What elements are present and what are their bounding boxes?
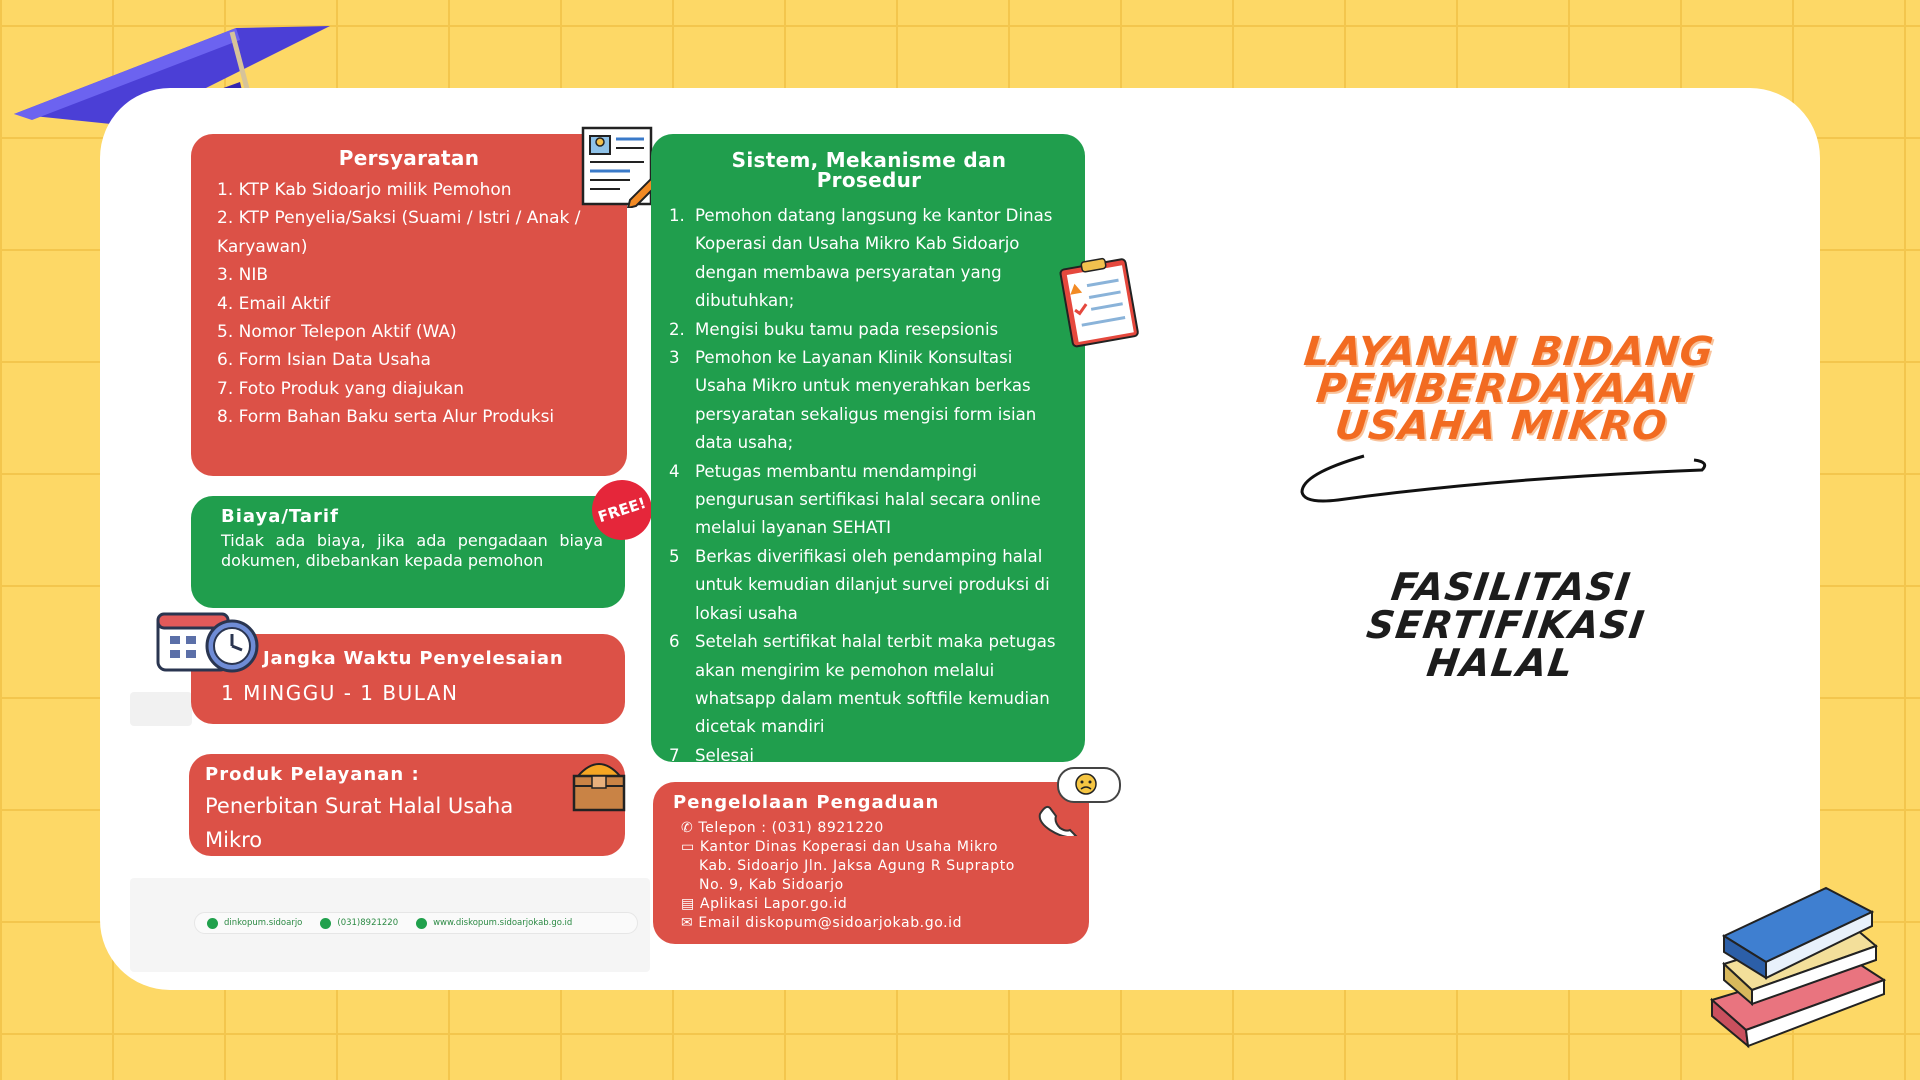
- footer-web: www.diskopum.sidoarjokab.go.id: [416, 918, 572, 929]
- biaya-text: Tidak ada biaya, jika ada pengadaan biaya dokumen, dibebankan kepada pemohon: [221, 531, 603, 570]
- step-number: 3: [669, 348, 680, 368]
- sistem-title: Sistem, Mekanisme dan Prosedur: [731, 148, 1007, 192]
- subtitle-line-1: FASILITASI SERTIFIKASI: [1363, 565, 1649, 647]
- step-number: 1.: [669, 206, 685, 225]
- step-text: Berkas diverifikasi oleh pendamping halal untuk kemudian dilanjut survei produksi di lokasi usaha: [695, 546, 1050, 623]
- product-box-icon: [566, 756, 632, 812]
- pengaduan-box: [653, 782, 1089, 944]
- phone-icon: ✆: [681, 820, 699, 836]
- step-text: Selesai: [695, 745, 754, 765]
- headline-title: [1264, 329, 1746, 449]
- produk-value: Penerbitan Surat Halal Usaha Mikro: [205, 794, 514, 852]
- books-icon: [1700, 880, 1890, 1050]
- pengaduan-title: Pengelolaan Pengaduan: [673, 792, 940, 813]
- persyaratan-box: [191, 134, 627, 476]
- footer-contact-bar: [194, 912, 638, 934]
- produk-title: Produk Pelayanan :: [205, 764, 420, 785]
- jangka-title: Jangka Waktu Penyelesaian: [263, 648, 564, 669]
- calendar-clock-icon: [156, 606, 264, 674]
- pengaduan-kantor-2: Kab. Sidoarjo Jln. Jaksa Agung R Suprapto: [699, 858, 1015, 874]
- footer-phone: (031)8921220: [320, 918, 398, 929]
- jangka-value: 1 MINGGU - 1 BULAN: [221, 681, 459, 705]
- list-item: 6. Form Isian Data Usaha: [217, 350, 431, 371]
- footer-instagram: dinkopum.sidoarjo: [207, 918, 302, 929]
- list-item: 5. Nomor Telepon Aktif (WA): [217, 322, 457, 343]
- sistem-box: [651, 134, 1085, 765]
- subtitle: [1248, 565, 1764, 685]
- step-text: Pemohon ke Layanan Klinik Konsultasi Usaha Mikro untuk menyerahkan berkas persyaratan sekaligus mengisi form isian data usaha;: [695, 348, 1037, 453]
- step-number: 4: [669, 461, 680, 481]
- whatsapp-icon: [320, 918, 331, 929]
- step-text: Setelah sertifikat halal terbit maka petugas akan mengirim ke pemohon melalui whatsapp dalam mentuk softfile kemudian dicetak mandiri: [695, 632, 1056, 737]
- step-number: 7: [669, 745, 680, 765]
- list-item: [669, 344, 1069, 458]
- step-number: 6: [669, 632, 680, 652]
- produk-box: [189, 754, 625, 856]
- list-item: [669, 628, 1069, 742]
- mail-icon: ✉: [681, 915, 699, 931]
- subtitle-line-2: HALAL: [1424, 641, 1578, 685]
- pengaduan-aplikasi: ▤ Aplikasi Lapor.go.id: [681, 896, 848, 912]
- pengaduan-kantor-3: No. 9, Kab Sidoarjo: [699, 877, 844, 893]
- list-item: 7. Foto Produk yang diajukan: [217, 378, 465, 399]
- building-icon: ▭: [681, 839, 700, 855]
- pengaduan-kantor: ▭ Kantor Dinas Koperasi dan Usaha Mikro: [681, 839, 999, 855]
- clipboard-icon: [1052, 256, 1144, 348]
- persyaratan-title: Persyaratan: [338, 146, 480, 170]
- list-item: 2. KTP Penyelia/Saksi (Suami / Istri / Anak / Karyawan): [217, 208, 581, 257]
- list-item: 3. NIB: [217, 265, 269, 286]
- biaya-title: Biaya/Tarif: [221, 506, 339, 527]
- step-text: Pemohon datang langsung ke kantor Dinas Koperasi dan Usaha Mikro Kab Sidoarjo dengan membawa persyaratan yang dibutuhkan;: [695, 206, 1053, 311]
- underline-swoosh: [1298, 452, 1708, 508]
- globe-icon: [416, 918, 427, 929]
- list-item: 8. Form Bahan Baku serta Alur Produksi: [217, 407, 555, 428]
- sistem-list: [669, 202, 1069, 770]
- list-item: [669, 202, 1069, 316]
- phone-sad-icon: [1036, 764, 1124, 836]
- step-text: Petugas membantu mendampingi pengurusan sertifikasi halal secara online melalui layanan SEHATI: [695, 461, 1041, 538]
- biaya-box: [191, 496, 625, 608]
- step-number: 2.: [669, 319, 685, 339]
- list-item: 1. KTP Kab Sidoarjo milik Pemohon: [217, 180, 512, 200]
- headline-line-2: PEMBERDAYAAN: [1314, 366, 1697, 412]
- step-text: Mengisi buku tamu pada resepsionis: [695, 319, 999, 339]
- step-number: 5: [669, 546, 680, 566]
- list-item: [669, 316, 1069, 344]
- list-item: [669, 543, 1069, 628]
- persyaratan-list: [217, 176, 601, 432]
- headline-line-3: USAHA MIKRO: [1332, 403, 1670, 449]
- free-badge-label: FREE!: [595, 493, 649, 527]
- instagram-icon: [207, 918, 218, 929]
- document-icon: ▤: [681, 896, 700, 912]
- list-item: 4. Email Aktif: [217, 293, 331, 314]
- list-item: [669, 458, 1069, 543]
- left-grey-strip: [130, 692, 192, 726]
- list-item: [669, 742, 1069, 770]
- pengaduan-telepon: ✆ Telepon : (031) 8921220: [681, 820, 884, 836]
- headline-line-1: LAYANAN BIDANG: [1301, 329, 1717, 375]
- pengaduan-email: ✉ Email diskopum@sidoarjokab.go.id: [681, 915, 963, 931]
